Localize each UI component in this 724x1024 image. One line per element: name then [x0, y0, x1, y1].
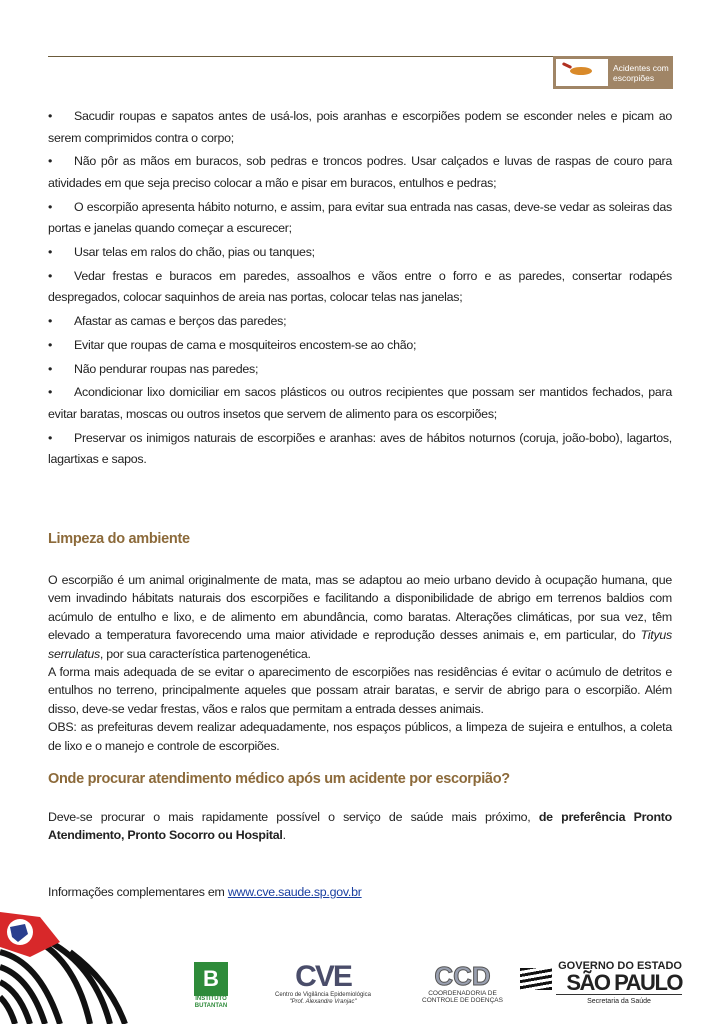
sao-paulo-flag-graphic [0, 912, 140, 1024]
paragraph: O escorpião é um animal originalmente de mata, mas se adaptou ao meio urbano devido à ocupação humana, que vem invadindo hábitats naturais dos escorpiões e facilitando a disponibilidade de abrigo em terrenos baldios com acúmulo de entulho e lixo, e de alimento em abundância, como baratas. Alterações climáticas, por sua vez, têm elevado a temperatura favorecendo uma maior atividade e reprodução desses animais e, em particular, do Tityus serrulatus, por sua característica partenogenética. [48, 573, 672, 661]
paragraph: OBS: as prefeituras devem realizar adequadamente, nos espaços públicos, a limpeza de sujeira e entulhos, a coleta de lixo e o manejo e controle de escorpiões. [48, 720, 672, 753]
header-badge [553, 56, 673, 89]
bullet-icon: • [48, 154, 53, 169]
section-body [48, 571, 672, 755]
bullet-icon: • [48, 361, 53, 376]
list-item: • Afastar as camas e berços das paredes; [48, 311, 672, 333]
bullet-icon: • [48, 244, 53, 259]
badge-line: Acidentes com [613, 62, 669, 73]
paragraph: A forma mais adequada de se evitar o aparecimento de escorpiões nas residências é evitar o acúmulo de detritos e entulhos no terreno, principalmente aqueles que possam atrair baratas, e servir de abrigo para o escorpião. Além disso, deve-se vedar frestas, vãos e ralos que permitam a entrada desses animais. [48, 665, 672, 716]
sp-flag-stripes-icon [520, 968, 552, 990]
list-item: • Não pôr as mãos em buracos, sob pedras e troncos podres. Usar calçados e luvas de raspas de couro para atividades em que seja preciso colocar a mão e pisar em buracos, entulhos e pedras; [48, 151, 672, 194]
list-item: • Vedar frestas e buracos em paredes, assoalhos e vãos entre o forro e as paredes, consertar rodapés despregados, colocar saquinhos de areia nas portas, colocar telas nas janelas; [48, 266, 672, 309]
section-title: Limpeza do ambiente [48, 531, 190, 547]
cve-logo: CVE Centro de Vigilância Epidemiológica "Prof. Alexandre Vranjac" [275, 960, 371, 1005]
list-item: • Acondicionar lixo domiciliar em sacos plásticos ou outros recipientes que possam ser mantidos fechados, para evitar baratas, moscas ou outros insetos que servem de alimento para os escorpiões; [48, 382, 672, 425]
bullet-icon: • [48, 268, 53, 283]
section-body [48, 808, 672, 845]
bullet-icon: • [48, 385, 53, 400]
bullet-icon: • [48, 199, 53, 214]
list-item: • Preservar os inimigos naturais de escorpiões e aranhas: aves de hábitos noturnos (coruja, joão-bobo), lagartos, lagartixas e sapos. [48, 428, 672, 471]
ccd-logo: CCD COORDENADORIA DE CONTROLE DE DOENÇAS [422, 961, 503, 1004]
bullet-icon: • [48, 337, 53, 352]
badge-line: escorpiões [613, 72, 655, 83]
butantan-logo: B INSTITUTO BUTANTAN [192, 962, 230, 1010]
list-item: • Não pendurar roupas nas paredes; [48, 359, 672, 381]
governo-sp-logo: GOVERNO DO ESTADO SÃO PAULO Secretaria da Saúde [520, 960, 682, 1006]
bullet-icon: • [48, 430, 53, 445]
cve-link[interactable]: www.cve.saude.sp.gov.br [227, 885, 362, 899]
prevention-list [48, 106, 672, 473]
list-item: • Usar telas em ralos do chão, pias ou tanques; [48, 242, 672, 264]
info-line: Informações complementares em www.cve.saude.sp.gov.br [48, 885, 362, 899]
list-item: • Sacudir roupas e sapatos antes de usá-los, pois aranhas e escorpiões podem se esconder neles e picam ao serem comprimidos contra o corpo; [48, 106, 672, 149]
list-item: • Evitar que roupas de cama e mosquiteiros encostem-se ao chão; [48, 335, 672, 357]
list-item: • O escorpião apresenta hábito noturno, e assim, para evitar sua entrada nas casas, deve-se vedar as soleiras das portas e janelas quando começar a escurecer; [48, 197, 672, 240]
scorpion-image [556, 59, 608, 86]
paragraph: Deve-se procurar o mais rapidamente possível o serviço de saúde mais próximo, de preferência Pronto Atendimento, Pronto Socorro ou Hospital. [48, 810, 672, 843]
bullet-icon: • [48, 109, 53, 123]
bullet-icon: • [48, 313, 53, 328]
header-rule [48, 56, 553, 57]
section-title: Onde procurar atendimento médico após um acidente por escorpião? [48, 771, 510, 787]
